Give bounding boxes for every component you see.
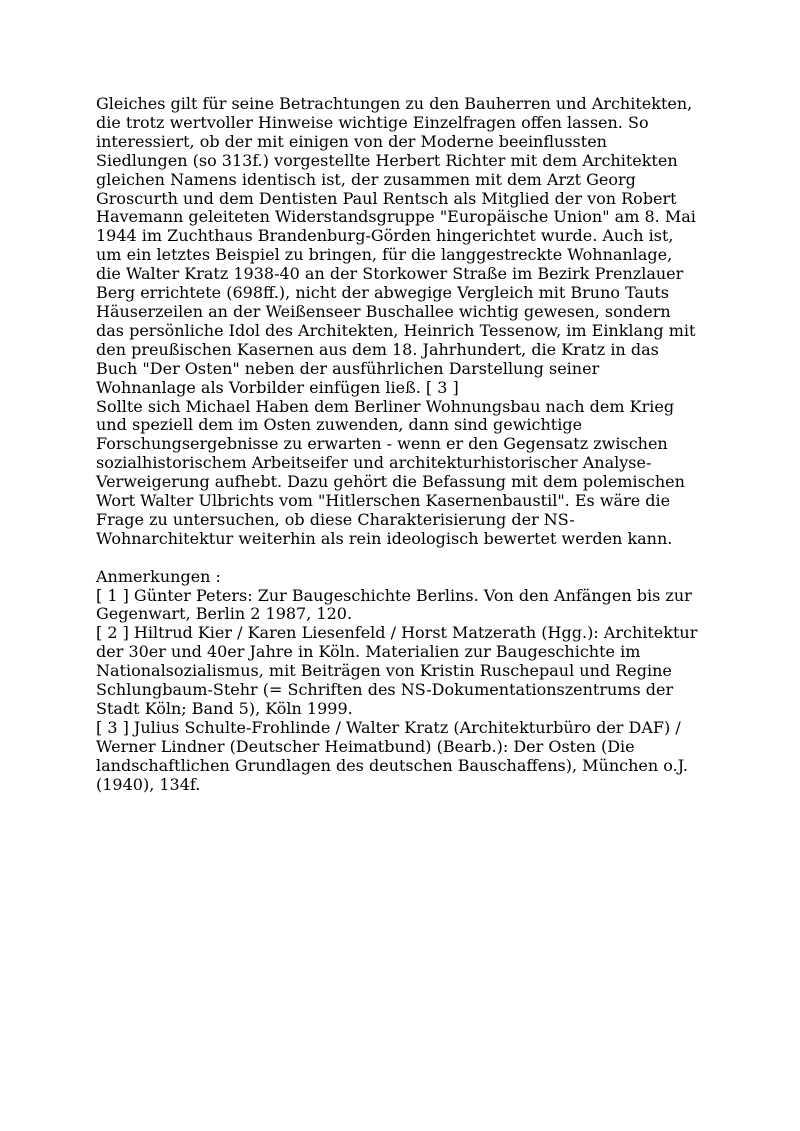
note-line: Stadt Köln; Band 5), Köln 1999. — [96, 698, 353, 718]
body-line: 1944 im Zuchthaus Brandenburg-Görden hingerichtet wurde. Auch ist, — [96, 226, 674, 246]
body-line: das persönliche Idol des Architekten, Heinrich Tessenow, im Einklang mit — [96, 320, 696, 340]
body-line: Häuserzeilen an der Weißenseer Buschallee wichtig gewesen, sondern — [96, 301, 671, 321]
body-line: die Walter Kratz 1938-40 an der Storkower Straße im Bezirk Prenzlauer — [96, 264, 684, 284]
body-line: Havemann geleiteten Widerstandsgruppe "Europäische Union" am 8. Mai — [96, 207, 696, 227]
body-line: um ein letztes Beispiel zu bringen, für die langgestreckte Wohnanlage, — [96, 245, 673, 265]
body-line: die trotz wertvoller Hinweise wichtige Einzelfragen offen lassen. So — [96, 112, 649, 132]
note-line: Werner Lindner (Deutscher Heimatbund) (Bearb.): Der Osten (Die — [96, 736, 635, 756]
notes-section — [96, 568, 708, 795]
body-line: Berg errichtete (698ff.), nicht der abwegige Vergleich mit Bruno Tauts — [96, 283, 670, 303]
body-text — [96, 95, 708, 549]
body-line: Frage zu untersuchen, ob diese Charakterisierung der NS- — [96, 509, 575, 529]
body-line: Groscurth und dem Dentisten Paul Rentsch als Mitglied der von Robert — [96, 188, 677, 208]
note-line: Schlungbaum-Stehr (= Schriften des NS-Dokumentationszentrums der — [96, 680, 674, 700]
body-line: Gleiches gilt für seine Betrachtungen zu den Bauherren und Architekten, — [96, 94, 693, 113]
body-line: Wohnarchitektur weiterhin als rein ideologisch bewertet werden kann. — [96, 528, 673, 548]
body-line: den preußischen Kasernen aus dem 18. Jahrhundert, die Kratz in das — [96, 339, 659, 359]
note-line: [ 3 ] Julius Schulte-Frohlinde / Walter Kratz (Architekturbüro der DAF) / — [96, 717, 681, 737]
body-line: Forschungsergebnisse zu erwarten - wenn er den Gegensatz zwischen — [96, 434, 668, 454]
document-page — [96, 95, 708, 795]
body-line: interessiert, ob der mit einigen von der Moderne beeinflussten — [96, 131, 607, 151]
note-line: [ 2 ] Hiltrud Kier / Karen Liesenfeld / Horst Matzerath (Hgg.): Architektur — [96, 623, 698, 643]
body-line: gleichen Namens identisch ist, der zusammen mit dem Arzt Georg — [96, 169, 636, 189]
note-line: Nationalsozialismus, mit Beiträgen von Kristin Ruschepaul und Regine — [96, 661, 672, 681]
notes-heading: Anmerkungen : — [96, 566, 221, 586]
body-line: Siedlungen (so 313f.) vorgestellte Herbert Richter mit dem Architekten — [96, 150, 678, 170]
note-line: (1940), 134f. — [96, 774, 201, 794]
body-line: Wort Walter Ulbrichts vom "Hitlerschen Kasernenbaustil". Es wäre die — [96, 491, 671, 511]
body-line: und speziell dem im Osten zuwenden, dann sind gewichtige — [96, 415, 583, 435]
body-line: sozialhistorischem Arbeitseifer und architekturhistorischer Analyse- — [96, 453, 652, 473]
body-line: Buch "Der Osten" neben der ausführlichen Darstellung seiner — [96, 358, 600, 378]
body-line: Wohnanlage als Vorbilder einfügen ließ. [ 3 ] — [96, 377, 459, 397]
paragraph-spacer — [96, 549, 708, 568]
note-line: der 30er und 40er Jahre in Köln. Materialien zur Baugeschichte im — [96, 642, 641, 662]
body-line: Sollte sich Michael Haben dem Berliner Wohnungsbau nach dem Krieg — [96, 396, 675, 416]
note-line: [ 1 ] Günter Peters: Zur Baugeschichte Berlins. Von den Anfängen bis zur — [96, 585, 692, 605]
note-line: landschaftlichen Grundlagen des deutschen Bauschaffens), München o.J. — [96, 755, 688, 775]
body-line: Verweigerung aufhebt. Dazu gehört die Befassung mit dem polemischen — [96, 472, 685, 492]
note-line: Gegenwart, Berlin 2 1987, 120. — [96, 604, 353, 624]
